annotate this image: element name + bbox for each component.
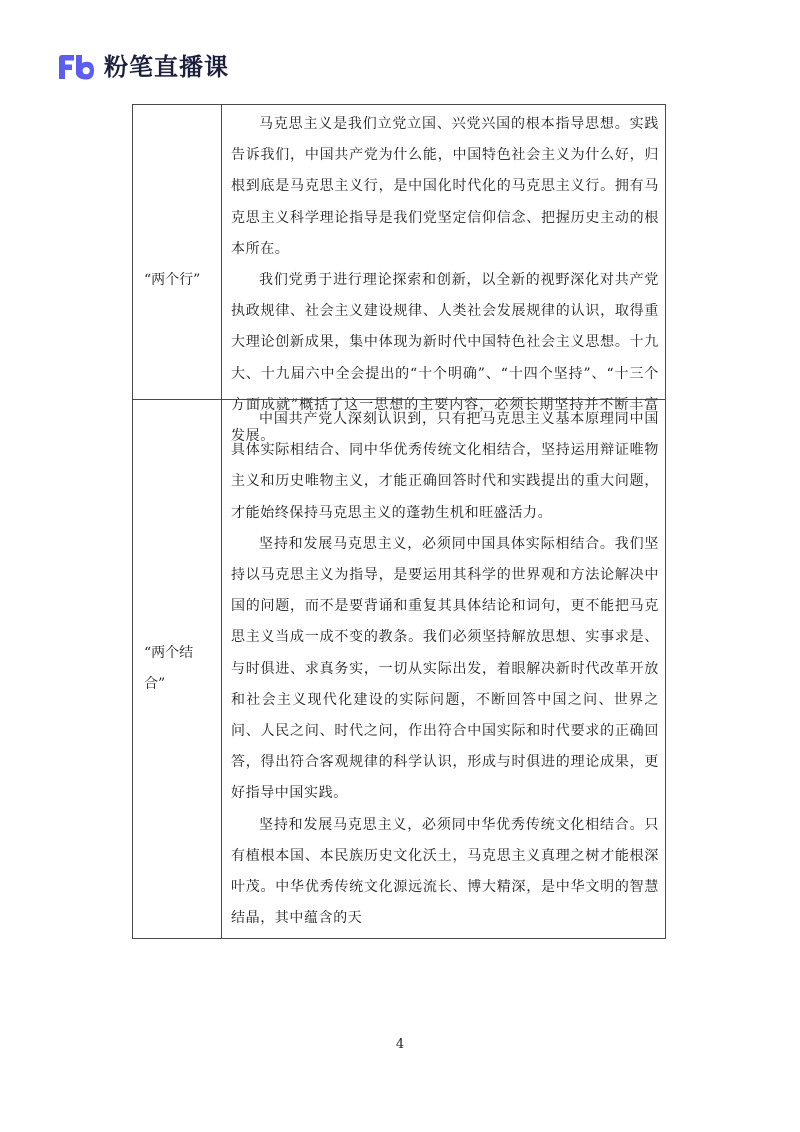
page-number: 4	[395, 1037, 405, 1052]
brand-header	[56, 50, 229, 84]
fb-logo-icon	[56, 52, 96, 82]
row-label-cell	[133, 400, 222, 939]
content-table-part-2	[132, 399, 666, 939]
row-content-cell	[222, 400, 666, 939]
row-label: “两个行”	[144, 272, 201, 289]
paragraph: 坚持和发展马克思主义，必须同中国具体实际相结合。我们坚持以马克思主义为指导，是要运用其科学的世界观和方法论解决中国的问题，而不是要背诵和重复其具体结论和词句，更不能把马克思主义当成一成不变的教条。我们必须坚持解放思想、实事求是、与时俱进、求真务实，一切从实际出发，着眼解决新时代改革开放和社会主义现代化建设的实际问题，不断回答中国之问、世界之问、人民之问、时代之问，作出符合中国实际和时代要求的正确回答，得出符合客观规律的科学认识，形成与时俱进的理论成果，更好指导中国实践。	[231, 535, 659, 802]
brand-name: 粉笔直播课	[104, 53, 229, 81]
paragraph: 坚持和发展马克思主义，必须同中华优秀传统文化相结合。只有植根本国、本民族历史文化沃土，马克思主义真理之树才能根深叶茂。中华优秀传统文化源远流长、博大精深，是中华文明的智慧结晶，其中蕴含的天	[231, 816, 659, 927]
table-row	[133, 400, 666, 939]
paragraph: 马克思主义是我们立党立国、兴党兴国的根本指导思想。实践告诉我们，中国共产党为什么能，中国特色社会主义为什么好，归根到底是马克思主义行，是中国化时代化的马克思主义行。拥有马克思主义科学理论指导是我们党坚定信仰信念、把握历史主动的根本所在。	[231, 116, 659, 257]
row-label: “两个结合”	[144, 645, 194, 693]
paragraph: 中国共产党人深刻认识到，只有把马克思主义基本原理同中国具体实际相结合、同中华优秀传统文化相结合，坚持运用辩证唯物主义和历史唯物主义，才能正确回答时代和实践提出的重大问题，才能始终保持马克思主义的蓬勃生机和旺盛活力。	[231, 411, 659, 521]
paragraph: 我们党勇于进行理论探索和创新，以全新的视野深化对共产党执政规律、社会主义建设规律、人类社会发展规律的认识，取得重大理论创新成果，集中体现为新时代中国特色社会主义思想。十九大、十九届六中全会提出的“十个明确”、“十四个坚持”、“十三个方面成就”概括了这一思想的主要内容，必须长期坚持并不断丰富发展。	[231, 272, 659, 445]
